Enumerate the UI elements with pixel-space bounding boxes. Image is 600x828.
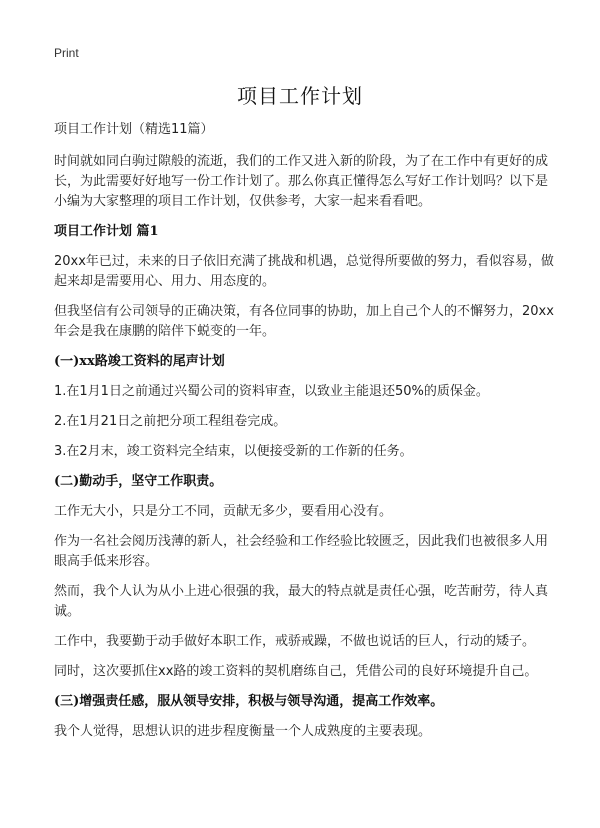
print-link[interactable]: Print: [54, 46, 79, 60]
paragraph-2: 但我坚信有公司领导的正确决策，有各位同事的协助，加上自己个人的不懈努力，20xx年会是我在康鹏的陪伴下蜕变的一年。: [54, 304, 554, 339]
list-item-3: 3.在2月末，竣工资料完全结束，以便接受新的工作新的任务。: [54, 444, 413, 459]
intro-paragraph: 时间就如同白驹过隙般的流逝，我们的工作又进入新的阶段，为了在工作中有更好的成长，为此需要好好地写一份工作计划了。那么你真正懂得怎么写好工作计划吗？以下是小编为大家整理的项目工作计划，仅供参考，大家一起来看看吧。: [54, 154, 549, 209]
section-heading: 项目工作计划 篇1: [54, 224, 159, 239]
document-body: [54, 120, 554, 752]
subheading-1: (一)xx路竣工资料的尾声计划: [54, 354, 225, 369]
paragraph-6: 工作中，我要勤于动手做好本职工作，戒骄戒躁，不做也说话的巨人，行动的矮子。: [54, 634, 536, 649]
subheading-2: (二)勤动手，坚守工作职责。: [54, 474, 223, 489]
paragraph-4: 作为一名社会阅历浅薄的新人，社会经验和工作经验比较匮乏，因此我们也被很多人用眼高手低来形容。: [54, 534, 549, 569]
paragraph-1: 20xx年已过，未来的日子依旧充满了挑战和机遇，总觉得所要做的努力，看似容易，做起来却是需要用心、用力、用态度的。: [54, 254, 554, 289]
list-item-2: 2.在1月21日之前把分项工程组卷完成。: [54, 414, 287, 429]
paragraph-3: 工作无大小，只是分工不同，贡献无多少，要看用心没有。: [54, 504, 393, 519]
document-subtitle: 项目工作计划（精选11篇）: [54, 122, 214, 137]
paragraph-7: 同时，这次要抓住xx路的竣工资料的契机磨练自己，凭借公司的良好环境提升自己。: [54, 664, 538, 679]
paragraph-5: 然而，我个人认为从小上进心很强的我，最大的特点就是责任心强，吃苦耐劳，待人真诚。: [54, 584, 549, 619]
paragraph-8: 我个人觉得，思想认识的进步程度衡量一个人成熟度的主要表现。: [54, 724, 432, 739]
subheading-3: (三)增强责任感，服从领导安排，积极与领导沟通，提高工作效率。: [54, 694, 444, 709]
list-item-1: 1.在1月1日之前通过兴蜀公司的资料审查，以致业主能退还50%的质保金。: [54, 384, 489, 399]
page-title: 项目工作计划: [237, 84, 363, 108]
